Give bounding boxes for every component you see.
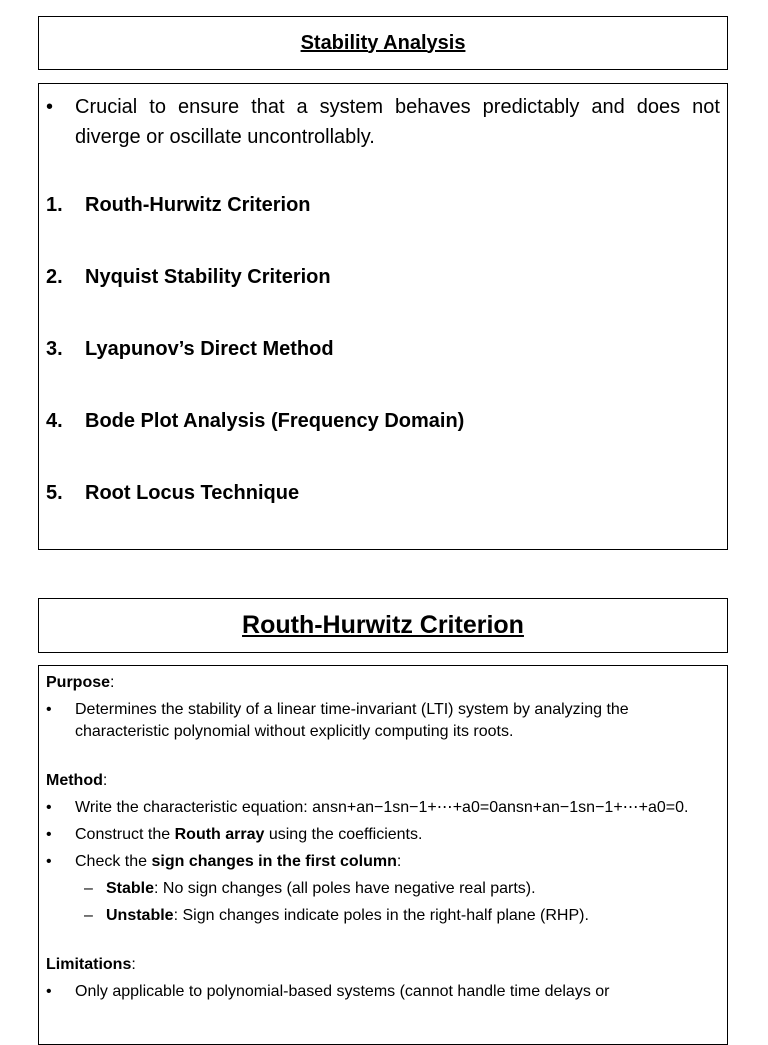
dash-marker: – bbox=[84, 907, 93, 924]
method-step bbox=[46, 797, 720, 819]
method-number: 4. bbox=[46, 410, 63, 432]
method-label: Lyapunov’s Direct Method bbox=[85, 338, 334, 360]
method-label: Nyquist Stability Criterion bbox=[85, 266, 331, 288]
stability-methods-box bbox=[38, 83, 728, 550]
method-item bbox=[46, 338, 720, 410]
method-item bbox=[46, 482, 720, 554]
stability-condition bbox=[46, 878, 720, 900]
bullet-marker: • bbox=[46, 701, 52, 718]
method-number: 5. bbox=[46, 482, 63, 504]
method-label: Root Locus Technique bbox=[85, 482, 300, 504]
method-number: 1. bbox=[46, 194, 63, 216]
method-item bbox=[46, 266, 720, 338]
limitation-text: Only applicable to polynomial-based systems (cannot handle time delays or bbox=[75, 983, 610, 1000]
method-step-text: Construct the Routh array using the coefficients. bbox=[75, 826, 423, 843]
method-step-text: Write the characteristic equation: ansn+an−1sn−1+⋯+a0=0ansn+an−1sn−1+⋯+a0=0. bbox=[75, 799, 689, 816]
bullet-marker: • bbox=[46, 826, 52, 843]
method-number: 2. bbox=[46, 266, 63, 288]
method-number: 3. bbox=[46, 338, 63, 360]
method-step bbox=[46, 851, 720, 873]
bullet-marker: • bbox=[46, 983, 52, 1000]
intro-text: Crucial to ensure that a system behaves predictably and does not diverge or oscillate uncontrollably. bbox=[75, 96, 720, 148]
stability-condition-text: Unstable: Sign changes indicate poles in the right-half plane (RHP). bbox=[106, 907, 589, 924]
intro-bullet bbox=[46, 92, 720, 152]
dash-marker: – bbox=[84, 880, 93, 897]
routh-hurwitz-details-box bbox=[38, 665, 728, 1045]
method-item bbox=[46, 194, 720, 266]
method-step-text: Check the sign changes in the first column: bbox=[75, 853, 402, 870]
purpose-item bbox=[46, 699, 720, 743]
methods-list bbox=[46, 194, 720, 554]
purpose-heading: Purpose: bbox=[46, 674, 115, 691]
method-label: Routh-Hurwitz Criterion bbox=[85, 194, 311, 216]
method-item bbox=[46, 410, 720, 482]
limitations-heading: Limitations: bbox=[46, 956, 136, 973]
bullet-marker: • bbox=[46, 799, 52, 816]
stability-condition bbox=[46, 905, 720, 927]
bullet-marker: • bbox=[46, 96, 54, 118]
method-label: Bode Plot Analysis (Frequency Domain) bbox=[85, 410, 465, 432]
routh-hurwitz-title-box bbox=[38, 598, 728, 653]
method-heading: Method: bbox=[46, 772, 108, 789]
method-step bbox=[46, 824, 720, 846]
stability-analysis-title-box bbox=[38, 16, 728, 70]
limitation-item bbox=[46, 981, 720, 1003]
bullet-marker: • bbox=[46, 853, 52, 870]
purpose-text: Determines the stability of a linear time-invariant (LTI) system by analyzing the characteristic polynomial without explicitly computing its roots. bbox=[75, 701, 629, 740]
routh-hurwitz-title: Routh-Hurwitz Criterion bbox=[242, 611, 524, 639]
stability-condition-text: Stable: No sign changes (all poles have negative real parts). bbox=[106, 880, 536, 897]
stability-analysis-title: Stability Analysis bbox=[300, 31, 466, 54]
